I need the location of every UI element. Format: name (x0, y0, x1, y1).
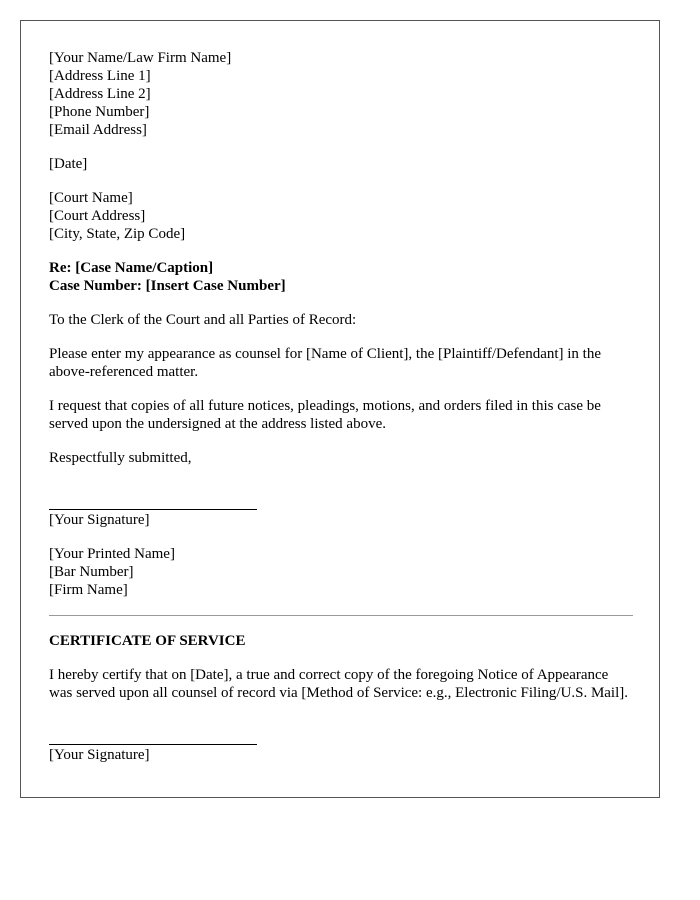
signature-label: [Your Signature] (49, 512, 150, 528)
sender-email: [Email Address] (49, 122, 147, 138)
bar-number: [Bar Number] (49, 564, 134, 580)
sender-block (49, 49, 633, 139)
date-block (49, 155, 633, 173)
court-name: [Court Name] (49, 190, 133, 206)
appearance-paragraph: Please enter my appearance as counsel for [Name of Client], the [Plaintiff/Defendant] in the above-referenced matter. (49, 346, 602, 380)
signature-block (49, 483, 633, 529)
document-content (49, 49, 633, 764)
sender-phone: [Phone Number] (49, 104, 150, 120)
sender-name: [Your Name/Law Firm Name] (49, 50, 232, 66)
certificate-signature-line (49, 744, 257, 745)
signature-line (49, 509, 257, 510)
printed-name: [Your Printed Name] (49, 546, 175, 562)
case-caption: Re: [Case Name/Caption] (49, 260, 214, 276)
signer-details (49, 545, 633, 599)
service-request-paragraph: I request that copies of all future notices, pleadings, motions, and orders filed in this case be served upon the undersigned at the address listed above. (49, 398, 601, 432)
certificate-signature-label: [Your Signature] (49, 747, 150, 763)
case-number: Case Number: [Insert Case Number] (49, 278, 286, 294)
firm-name: [Firm Name] (49, 582, 128, 598)
re-block (49, 259, 633, 295)
sender-address-line-1: [Address Line 1] (49, 68, 151, 84)
certificate-body: I hereby certify that on [Date], a true and correct copy of the foregoing Notice of Appearance was served upon all counsel of record via [Method of Service: e.g., Electronic Filing/U.S. Mail]. (49, 667, 629, 701)
salutation: To the Clerk of the Court and all Parties of Record: (49, 312, 357, 328)
court-address: [Court Address] (49, 208, 146, 224)
closing: Respectfully submitted, (49, 450, 192, 466)
court-city-state-zip: [City, State, Zip Code] (49, 226, 186, 242)
certificate-title: CERTIFICATE OF SERVICE (49, 633, 246, 649)
sender-address-line-2: [Address Line 2] (49, 86, 151, 102)
document-page (20, 20, 660, 798)
letter-date: [Date] (49, 156, 88, 172)
court-block (49, 189, 633, 243)
certificate-signature-block (49, 718, 633, 764)
section-divider (49, 615, 633, 616)
